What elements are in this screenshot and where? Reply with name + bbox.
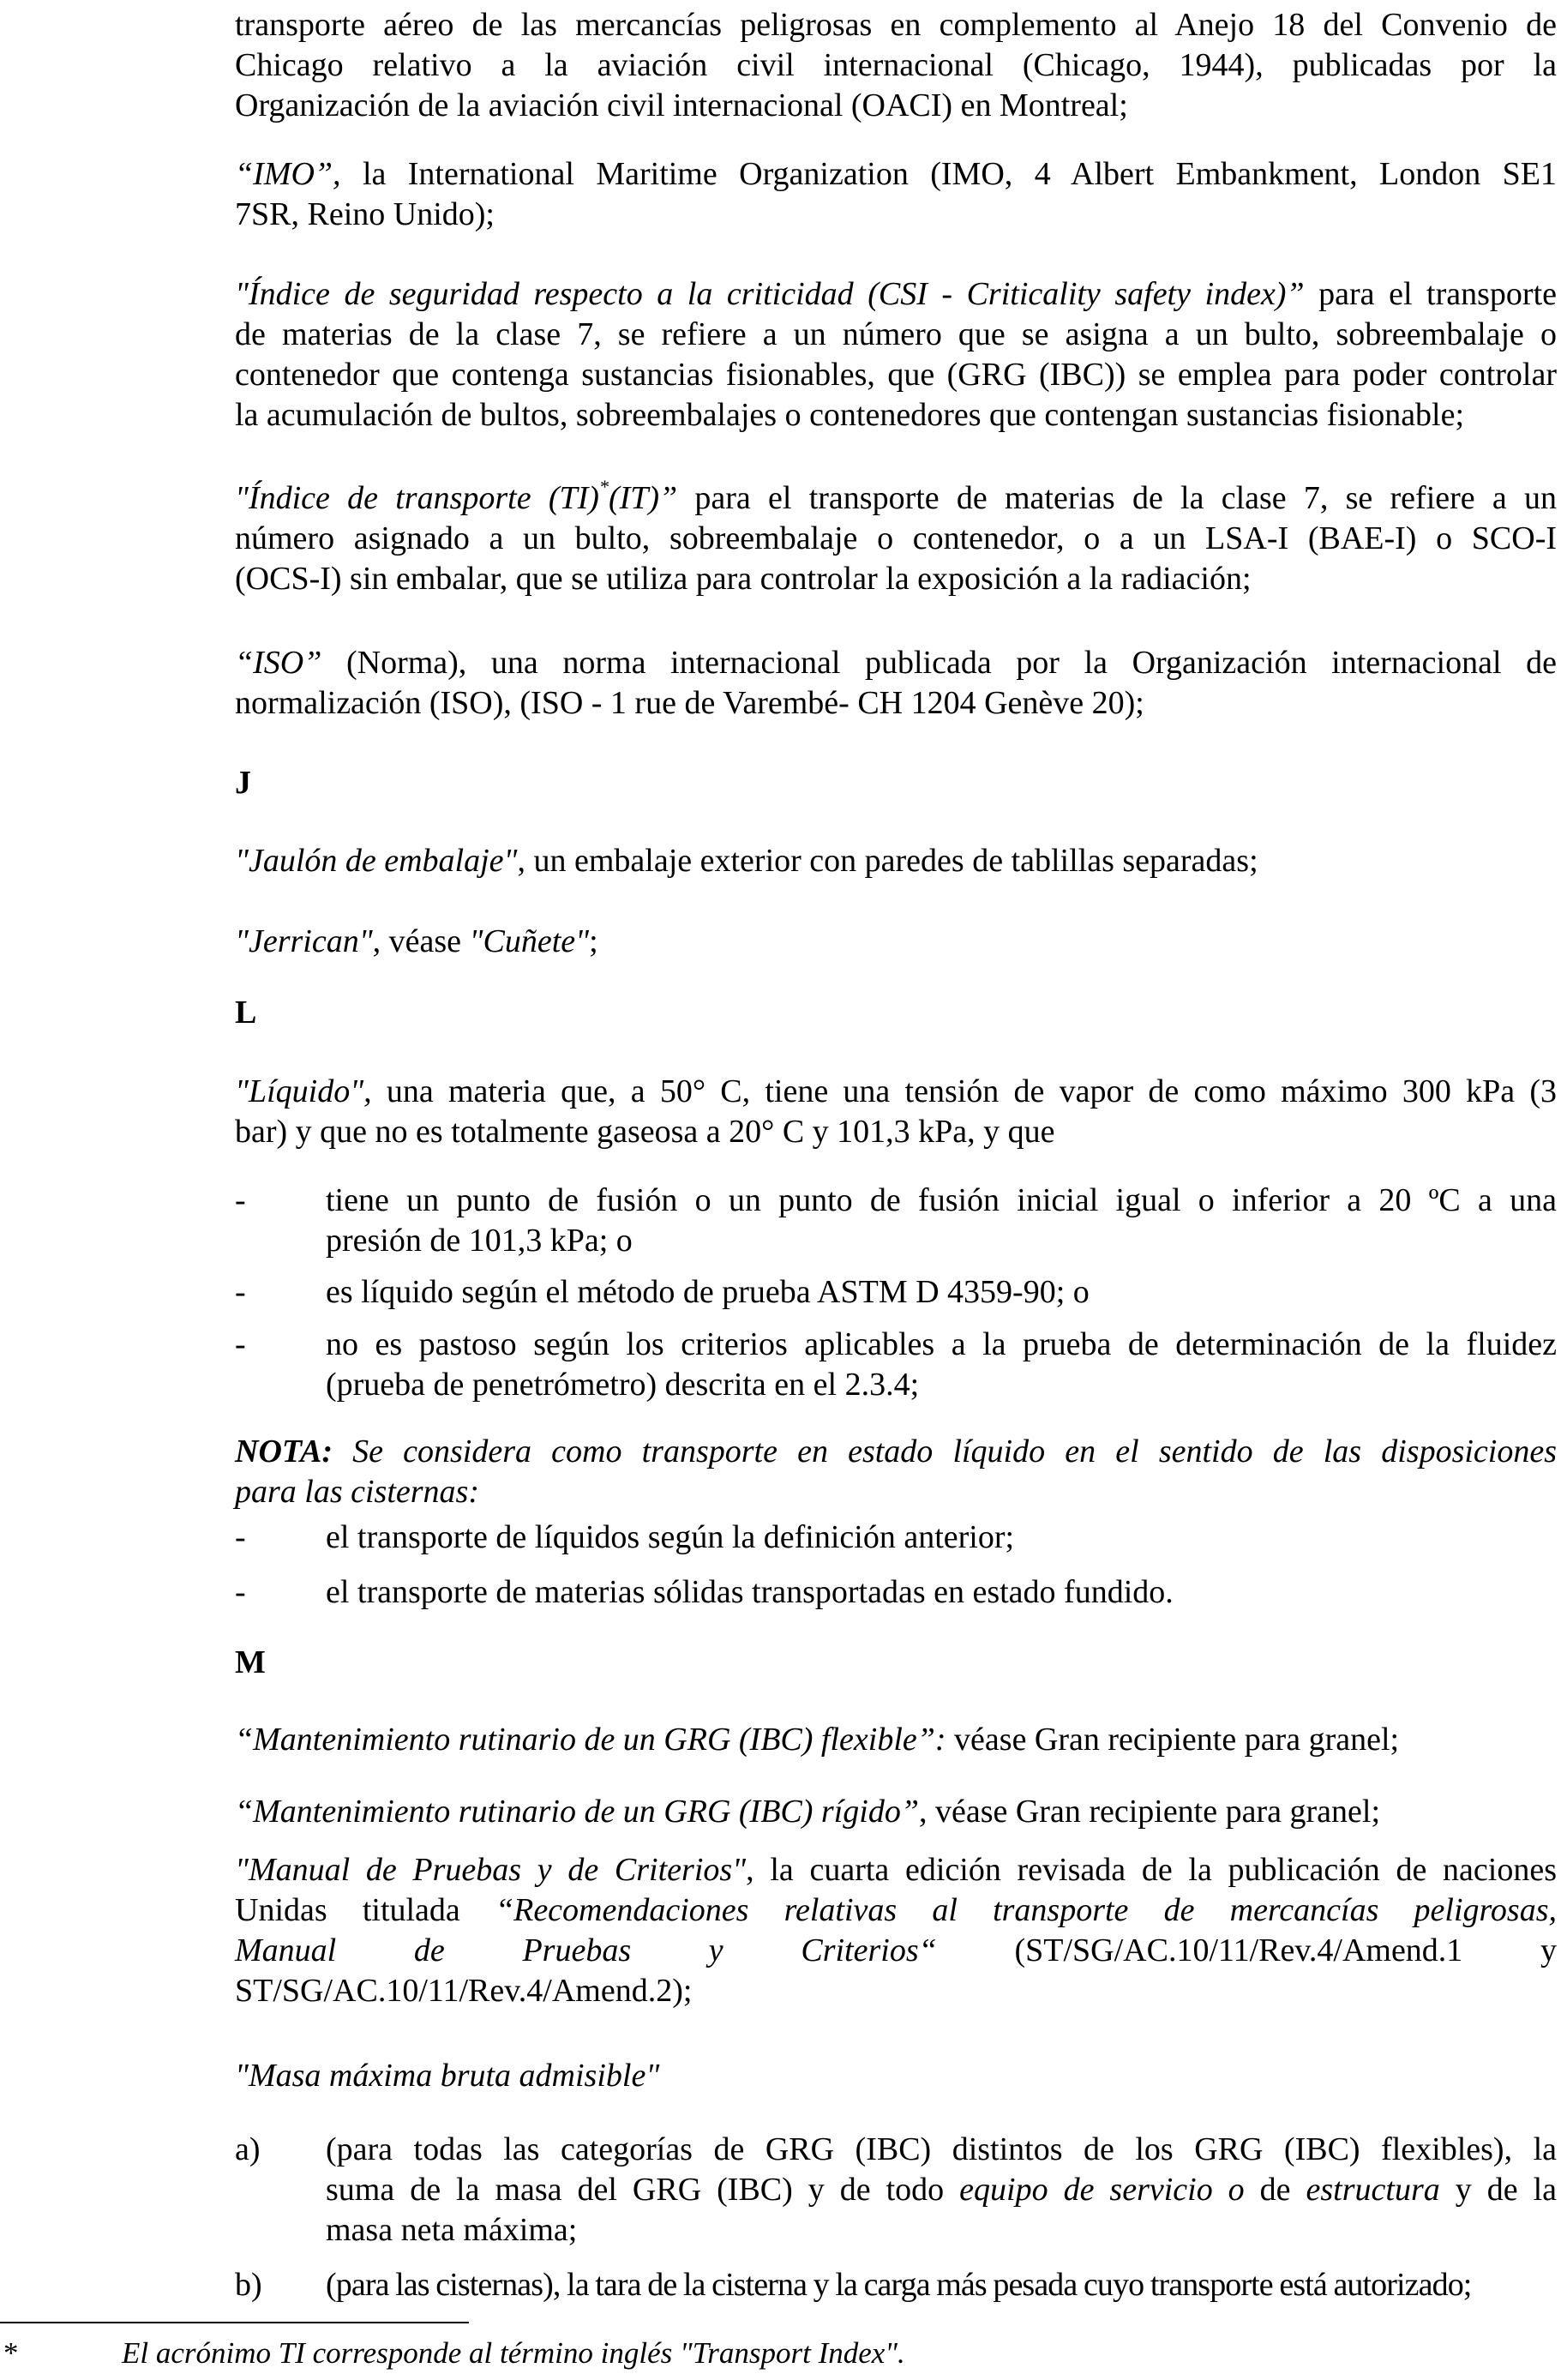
- term-part: "Índice de transporte (TI): [235, 480, 599, 516]
- definition-term: [235, 476, 678, 516]
- list-marker: -: [235, 1182, 246, 1218]
- definition-text: la International Maritime Organization (IMO, 4 Albert Embankment, London SE1: [340, 156, 1557, 192]
- section-letter-j: J: [235, 765, 251, 801]
- text-line: Chicago relativo a la aviación civil internacional (Chicago, 1944), publicadas por la: [235, 47, 1557, 83]
- definition-jerrican: [235, 922, 1557, 962]
- text-part: Unidas titulada: [235, 1892, 495, 1928]
- list-text: [326, 1272, 1557, 1313]
- list-marker: a): [235, 2131, 261, 2167]
- definition-term: "Índice de seguridad respecto a la criticidad (CSI - Criticality safety index)”: [235, 276, 1305, 312]
- text-line: tiene un punto de fusión o un punto de fusión inicial igual o inferior a 20 ºC a una: [326, 1182, 1557, 1218]
- definition-jaulon: [235, 841, 1557, 881]
- text-line: [235, 1931, 1557, 1971]
- definition-liquido: [235, 1072, 1557, 1152]
- footnote-marker: *: [3, 2336, 19, 2370]
- definition-term: “IMO”,: [235, 156, 341, 192]
- paragraph-oaci: [235, 5, 1557, 126]
- term-part: (IT)”: [608, 480, 678, 516]
- definition-text: , véase Gran recipiente para granel;: [918, 1794, 1380, 1830]
- text-line: [235, 478, 1557, 519]
- definition-text: véase Gran recipiente para granel;: [946, 1722, 1400, 1758]
- list-marker: b): [235, 2267, 262, 2303]
- definition-masa-maxima: "Masa máxima bruta admisible": [235, 2058, 660, 2094]
- text-part: de: [1244, 2172, 1306, 2208]
- text-line: [235, 274, 1557, 315]
- text-line: masa neta máxima;: [326, 2212, 578, 2248]
- text-line: bar) y que no es totalmente gaseosa a 20° C y 101,3 kPa, y que: [235, 1114, 1055, 1150]
- footnote-text: El acrónimo TI corresponde al término inglés "Transport Index".: [122, 2336, 905, 2370]
- text-line: normalización (ISO), (ISO - 1 rue de Varembé- CH 1204 Genève 20);: [235, 685, 1144, 721]
- list-text: el transporte de materias sólidas transportadas en estado fundido.: [326, 1574, 1174, 1610]
- text-line: [235, 1432, 1557, 1472]
- punctuation: ;: [589, 923, 598, 959]
- definition-term: "Jaulón de embalaje": [235, 843, 518, 879]
- text-line: ST/SG/AC.10/11/Rev.4/Amend.2);: [235, 1973, 693, 2009]
- definition-text: , la cuarta edición revisada de la publicación de naciones: [746, 1852, 1557, 1888]
- list-marker: -: [235, 1519, 246, 1555]
- text-part: (ST/SG/AC.10/11/Rev.4/Amend.1 y: [936, 1932, 1558, 1968]
- list-text: (para las cisternas), la tara de la cisterna y la carga más pesada cuyo transporte está autorizado;: [326, 2267, 1472, 2303]
- definition-transport-index: [235, 478, 1557, 599]
- definition-term: “ISO”: [235, 645, 322, 681]
- definition-mantenimiento-flexible: [235, 1720, 1557, 1760]
- section-letter-l: L: [235, 995, 257, 1031]
- text-line: contenedor que contenga sustancias fisionables, que (GRG (IBC)) se emplea para poder controlar: [235, 357, 1557, 393]
- text-part: equipo de servicio o: [959, 2172, 1245, 2208]
- definition-imo: [235, 154, 1557, 235]
- definition-text: (Norma), una norma internacional publicada por la Organización internacional de: [321, 645, 1557, 681]
- text-part: y de la: [1439, 2172, 1557, 2208]
- definition-text: para el transporte de materias de la clase 7, se refiere a un: [677, 480, 1557, 516]
- definition-term: “Mantenimiento rutinario de un GRG (IBC) flexible”:: [235, 1722, 946, 1758]
- definition-mantenimiento-rigido: [235, 1792, 1557, 1832]
- text-line: es líquido según el método de prueba ASTM D 4359-90; o: [326, 1274, 1090, 1310]
- text-line: no es pastoso según los criterios aplicables a la prueba de determinación de la fluidez: [326, 1326, 1557, 1362]
- text-line: [235, 643, 1557, 683]
- text-line: de materias de la clase 7, se refiere a un número que se asigna a un bulto, sobreembalaje o: [235, 316, 1557, 352]
- definition-text: , véase: [372, 923, 470, 959]
- note-block: [235, 1432, 1557, 1512]
- text-line: número asignado a un bulto, sobreembalaje o contenedor, o a un LSA-I (BAE-I) o SCO-I: [235, 520, 1557, 556]
- definition-text: una materia que, a 50° C, tiene una tensión de vapor de como máximo 300 kPa (3: [371, 1073, 1557, 1109]
- publication-title: “Recomendaciones relativas al transporte de mercancías peligrosas,: [495, 1892, 1557, 1928]
- text-part: suma de la masa del GRG (IBC) y de todo: [326, 2172, 960, 2208]
- text-line: [235, 1890, 1557, 1931]
- text-line: [235, 1072, 1557, 1112]
- definition-term: "Jerrican": [235, 923, 373, 959]
- text-line: la acumulación de bultos, sobreembalajes o contenedores que contengan sustancias fisionable;: [235, 397, 1465, 433]
- list-text: el transporte de líquidos según la definición anterior;: [326, 1519, 1015, 1555]
- text-line: presión de 101,3 kPa; o: [326, 1223, 633, 1259]
- note-text: Se considera como transporte en estado líquido en el sentido de las disposiciones: [333, 1433, 1557, 1469]
- text-line: [235, 154, 1557, 195]
- list-text: [326, 1325, 1557, 1405]
- definition-term: “Mantenimiento rutinario de un GRG (IBC) rígido”: [235, 1794, 919, 1830]
- list-marker: -: [235, 1326, 246, 1362]
- text-line: (para todas las categorías de GRG (IBC) distintos de los GRG (IBC) flexibles), la: [326, 2131, 1557, 2167]
- text-line: 7SR, Reino Unido);: [235, 196, 495, 232]
- text-part: estructura: [1306, 2172, 1440, 2208]
- list-text: [326, 1181, 1557, 1261]
- definition-text: , un embalaje exterior con paredes de tablillas separadas;: [517, 843, 1258, 879]
- note-label: NOTA:: [235, 1433, 333, 1469]
- text-line: transporte aéreo de las mercancías peligrosas en complemento al Anejo 18 del Convenio de: [235, 7, 1557, 43]
- cross-reference: "Cuñete": [469, 923, 590, 959]
- definition-term: "Líquido",: [235, 1073, 372, 1109]
- definition-manual-pruebas: [235, 1850, 1557, 2011]
- definition-text: para el transporte: [1304, 276, 1557, 312]
- list-marker: -: [235, 1574, 246, 1610]
- text-line: Organización de la aviación civil internacional (OACI) en Montreal;: [235, 87, 1128, 123]
- section-letter-m: M: [235, 1644, 266, 1680]
- list-marker: -: [235, 1274, 246, 1310]
- definition-csi: [235, 274, 1557, 436]
- text-line: [326, 2170, 1557, 2210]
- text-line: para las cisternas:: [235, 1474, 479, 1510]
- text-line: (OCS-I) sin embalar, que se utiliza para controlar la exposición a la radiación;: [235, 561, 1252, 597]
- list-text: [326, 2130, 1557, 2251]
- footnote-ref: *: [598, 476, 609, 498]
- definition-term: "Manual de Pruebas y de Criterios": [235, 1852, 747, 1888]
- footnote-separator: [0, 2322, 469, 2323]
- publication-title: Manual de Pruebas y Criterios“: [235, 1932, 937, 1968]
- text-line: [235, 1850, 1557, 1890]
- text-line: (prueba de penetrómetro) descrita en el 2.3.4;: [326, 1367, 920, 1403]
- definition-iso: [235, 643, 1557, 724]
